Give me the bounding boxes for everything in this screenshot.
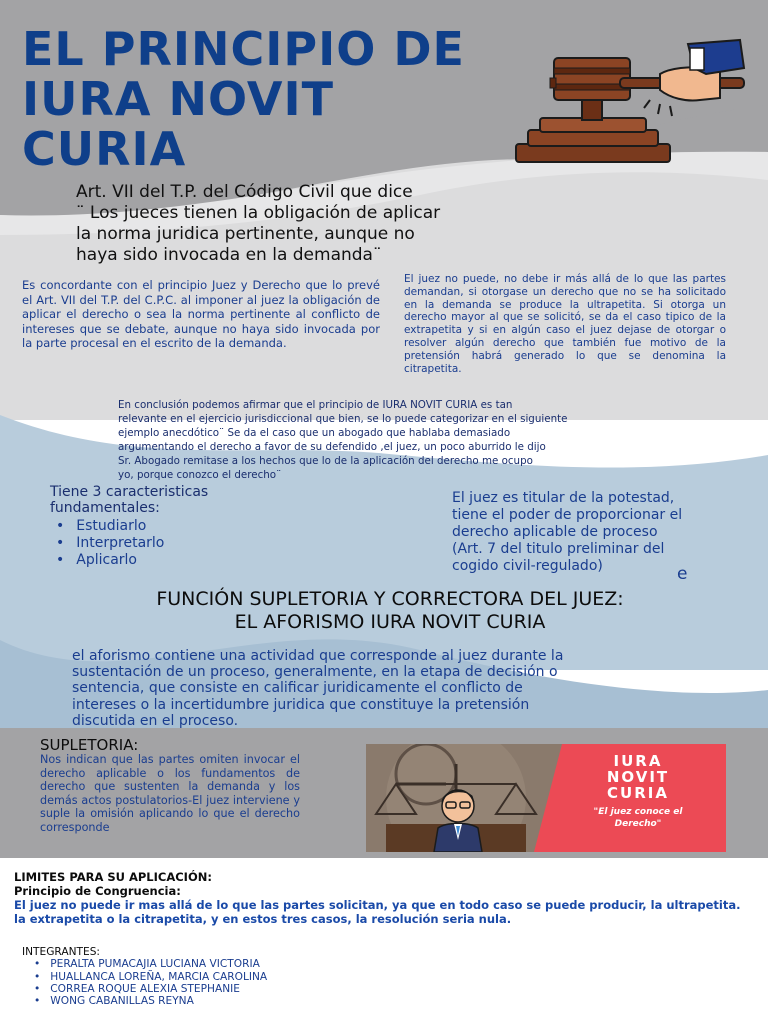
title-line: CURIA — [22, 122, 187, 176]
limites-text: El juez no puede ir mas allá de lo que las partes solicitan, ya que en todo caso se puede producir, la ultrapetita. la extrapetita o la citrapetita, y en estos tres casos, la resolución seria nula. — [14, 898, 741, 926]
banner-subtitle-line: Derecho" — [614, 819, 662, 829]
integrantes-list — [22, 958, 422, 1007]
banner-title-line: CURIA — [607, 784, 669, 802]
list-item: • WONG CABANILLAS REYNA — [34, 995, 422, 1007]
aforismo-line: intereses o la incertidumbre juridica que constituye la pretensión — [72, 696, 530, 713]
characteristics-list — [50, 518, 370, 569]
conclusion-line: En conclusión podemos afirmar que el principio de IURA NOVIT CURIA es tan — [118, 399, 513, 411]
list-item: • CORREA ROQUE ALEXIA STEPHANIE — [34, 983, 422, 995]
conclusion-line: argumentando el derecho a favor de su defendido ,el juez, un poco aburrido le dijo — [118, 441, 546, 453]
judge-line: tiene el poder de proporcionar el — [452, 507, 683, 523]
title-line: IURA NOVIT — [22, 72, 334, 126]
banner-subtitle-line: "El juez conoce el — [593, 807, 683, 817]
left-paragraph: Es concordante con el principio Juez y Derecho que lo prevé el Art. VII del T.P. del C.P.C. al imponer al juez la obligación de aplicar el derecho o sea la norma pertinente al conflicto de intereses que se debate, aunque no haya sido invocada por la parte procesal en el escrito de la demanda. — [22, 278, 380, 350]
list-item: • Aplicarlo — [76, 552, 370, 569]
quote-line: haya sido invocada en la demanda¨ — [76, 245, 382, 265]
list-item: • HUALLANCA LOREÑA, MARCIA CAROLINA — [34, 971, 422, 983]
aforismo-line: sustentación de un proceso, generalmente, en la etapa de decisión o — [72, 664, 558, 681]
banner-title-line: NOVIT — [606, 768, 670, 786]
conclusion-paragraph — [118, 398, 678, 482]
list-item: • PERALTA PUMACAJIA LUCIANA VICTORIA — [34, 958, 422, 970]
conclusion-line: yo, porque conozco el derecho¨ — [118, 469, 282, 481]
list-item: • Estudiarlo — [76, 518, 370, 535]
judge-line: (Art. 7 del titulo preliminar del — [452, 541, 665, 557]
title-line: EL PRINCIPIO DE — [22, 22, 465, 76]
integrantes-title: INTEGRANTES: — [22, 946, 100, 958]
list-item: • Interpretarlo — [76, 535, 370, 552]
judge-line: derecho aplicable de proceso — [452, 524, 658, 540]
judge-note — [452, 490, 752, 575]
aforismo-paragraph — [72, 648, 692, 729]
conclusion-line: Sr. Abogado remitase a los hechos que lo de la aplicación del derecho me ocupo — [118, 455, 533, 467]
section-heading — [40, 588, 740, 634]
aforismo-line: discutida en el proceso. — [72, 712, 239, 729]
heading-line: EL AFORISMO IURA NOVIT CURIA — [234, 611, 546, 633]
limites-title: LIMITES PARA SU APLICACIÓN: — [14, 870, 212, 884]
aforismo-line: sentencia, que consiste en calificar juridicamente el conflicto de — [72, 680, 523, 697]
judge-line: El juez es titular de la potestad, — [452, 490, 675, 506]
right-paragraph: El juez no puede, no debe ir más allá de lo que las partes demandan, si otorgase un derecho que no se ha solicitado en la demanda se produce la ultrapetita. Si otorga un derecho mayor al que se solicitó, se da el caso tipico de la extrapetita y si en algún caso el juez dejase de otorgar o resolver algún derecho que también fue motivo de la pretensión habrá generado lo que se denomina la citrapetita. — [404, 273, 726, 375]
stray-letter: e — [677, 564, 688, 584]
characteristics-block — [50, 484, 370, 569]
article-quote — [76, 182, 576, 266]
page-title — [22, 24, 562, 174]
limites-subtitle: Principio de Congruencia: — [14, 884, 181, 898]
aforismo-line: el aforismo contiene una actividad que corresponde al juez durante la — [72, 648, 564, 664]
limites-section — [14, 870, 754, 926]
quote-line: la norma juridica pertinente, aunque no — [76, 224, 415, 244]
characteristics-title: Tiene 3 caracteristicas fundamentales: — [50, 484, 209, 516]
quote-line: ¨ Los jueces tienen la obligación de aplicar — [76, 203, 441, 223]
banner-title-line: IURA — [613, 752, 663, 770]
iura-novit-curia-banner — [366, 744, 726, 852]
conclusion-line: ejemplo anecdótico¨ Se da el caso que un abogado que hablaba demasiado — [118, 427, 511, 439]
supletoria-title: SUPLETORIA: — [40, 736, 139, 754]
heading-line: FUNCIÓN SUPLETORIA Y CORRECTORA DEL JUEZ: — [156, 588, 624, 610]
integrantes-section — [22, 946, 422, 1007]
supletoria-text: Nos indican que las partes omiten invocar el derecho aplicable o los fundamentos de derecho que sustenten la demanda y los demás actos postulatorios-El juez interviene y suple la omisión aplicando lo que el derecho corresponde — [40, 753, 300, 834]
judge-line: cogido civil-regulado) — [452, 558, 603, 574]
conclusion-line: relevante en el ejercicio jurisdiccional que bien, se lo puede categorizar en el siguiente — [118, 413, 568, 425]
quote-line: Art. VII del T.P. del Código Civil que dice — [76, 182, 413, 202]
